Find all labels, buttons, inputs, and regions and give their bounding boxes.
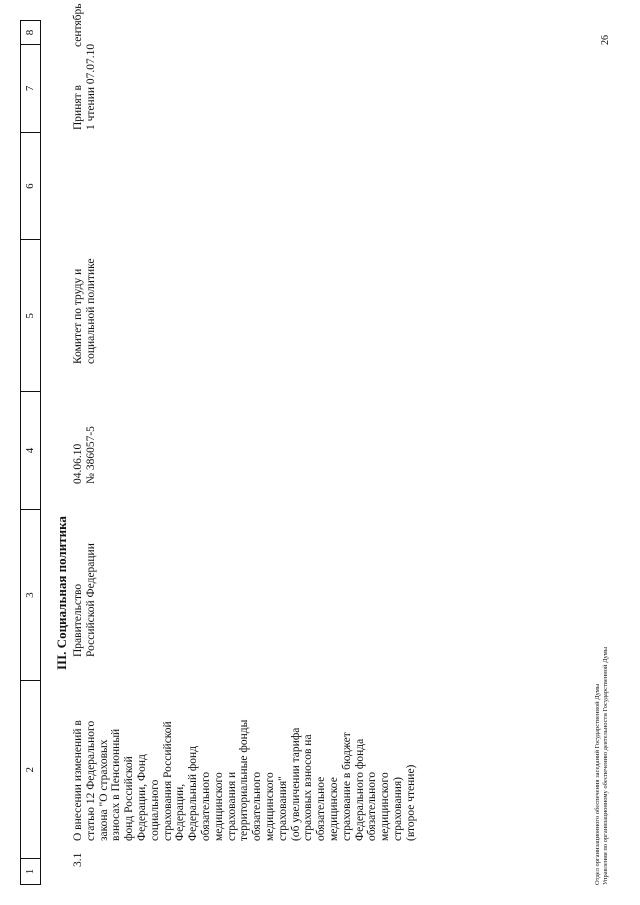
bill-title-line: страховых взносов на [302,734,315,841]
bill-title-line: страхования) [391,777,404,841]
committee-line: Комитет по труду и [72,268,84,364]
column-number: 1 [21,858,40,884]
bill-title-line: страхование в бюджет [340,732,353,841]
bill-title-line: страхования Российской [161,721,174,841]
section-title: III. Социальная политика [54,516,69,670]
bill-title-line: Федерации, [174,783,187,841]
initiator [72,497,98,657]
row-number: 3.1 [72,852,84,867]
footer [594,647,610,885]
initiator-line: Российской Федерации [84,543,97,657]
status-line: 1 чтении 07.07.10 [84,43,97,130]
bill-title-line: Федерального фонда [353,738,366,841]
column-number: 5 [21,240,40,392]
column-number: 6 [21,132,40,240]
status-line: Принят в [72,85,84,130]
bill-title-line: Федерации, Фонд [135,754,148,841]
registration-number: № 386057-5 [84,426,97,484]
committee [72,214,98,364]
bill-title-line: О внесении изменений в [72,720,84,841]
bill-title-line: медицинское [327,777,340,841]
bill-title-line: (об увеличении тарифа [289,727,302,841]
column-number-header [20,20,41,885]
bill-title-line: медицинского [379,772,392,841]
bill-title-line: обязательного [251,771,264,841]
bill-title-line: Федеральный фонд [187,745,200,841]
footer-line: Отдел организационного обеспечения заседаний Государственной Думы [594,683,601,885]
registration-date: 04.06.10 [72,443,84,484]
document-page [20,3,620,885]
bill-title-line: обязательного [366,771,379,841]
bill-title-line: социального [148,779,161,841]
bill-title-line: взносах в Пенсионный [110,728,123,841]
column-number: 3 [21,509,40,681]
bill-title-line: обязательного [199,771,212,841]
bill-title-line: страхования" [276,776,289,841]
bill-title-line: обязательное [315,776,328,841]
column-number: 7 [21,44,40,132]
planned-month: сентябрь [72,3,84,47]
bill-title-line: территориальные фонды [238,719,251,841]
page-number: 26 [600,35,611,45]
bill-title-line: закона "О страховых [97,739,110,841]
column-number: 2 [21,680,40,858]
bill-title-line: страхования и [225,771,238,841]
bill-title [72,666,418,841]
bill-title-line: фонд Российской [123,756,136,841]
column-number: 8 [24,29,36,36]
bill-title-line: медицинского [263,772,276,841]
column-number: 4 [21,391,40,509]
bill-title-line: (второе чтение) [404,764,417,841]
registration [72,374,98,484]
committee-line: социальной политике [84,258,97,364]
bill-title-line: статью 12 Федерального [84,720,97,841]
initiator-line: Правительство [72,583,84,657]
bill-title-line: медицинского [212,772,225,841]
footer-line: Управления по организационному обеспечению деятельности Государственной Думы [602,646,609,885]
